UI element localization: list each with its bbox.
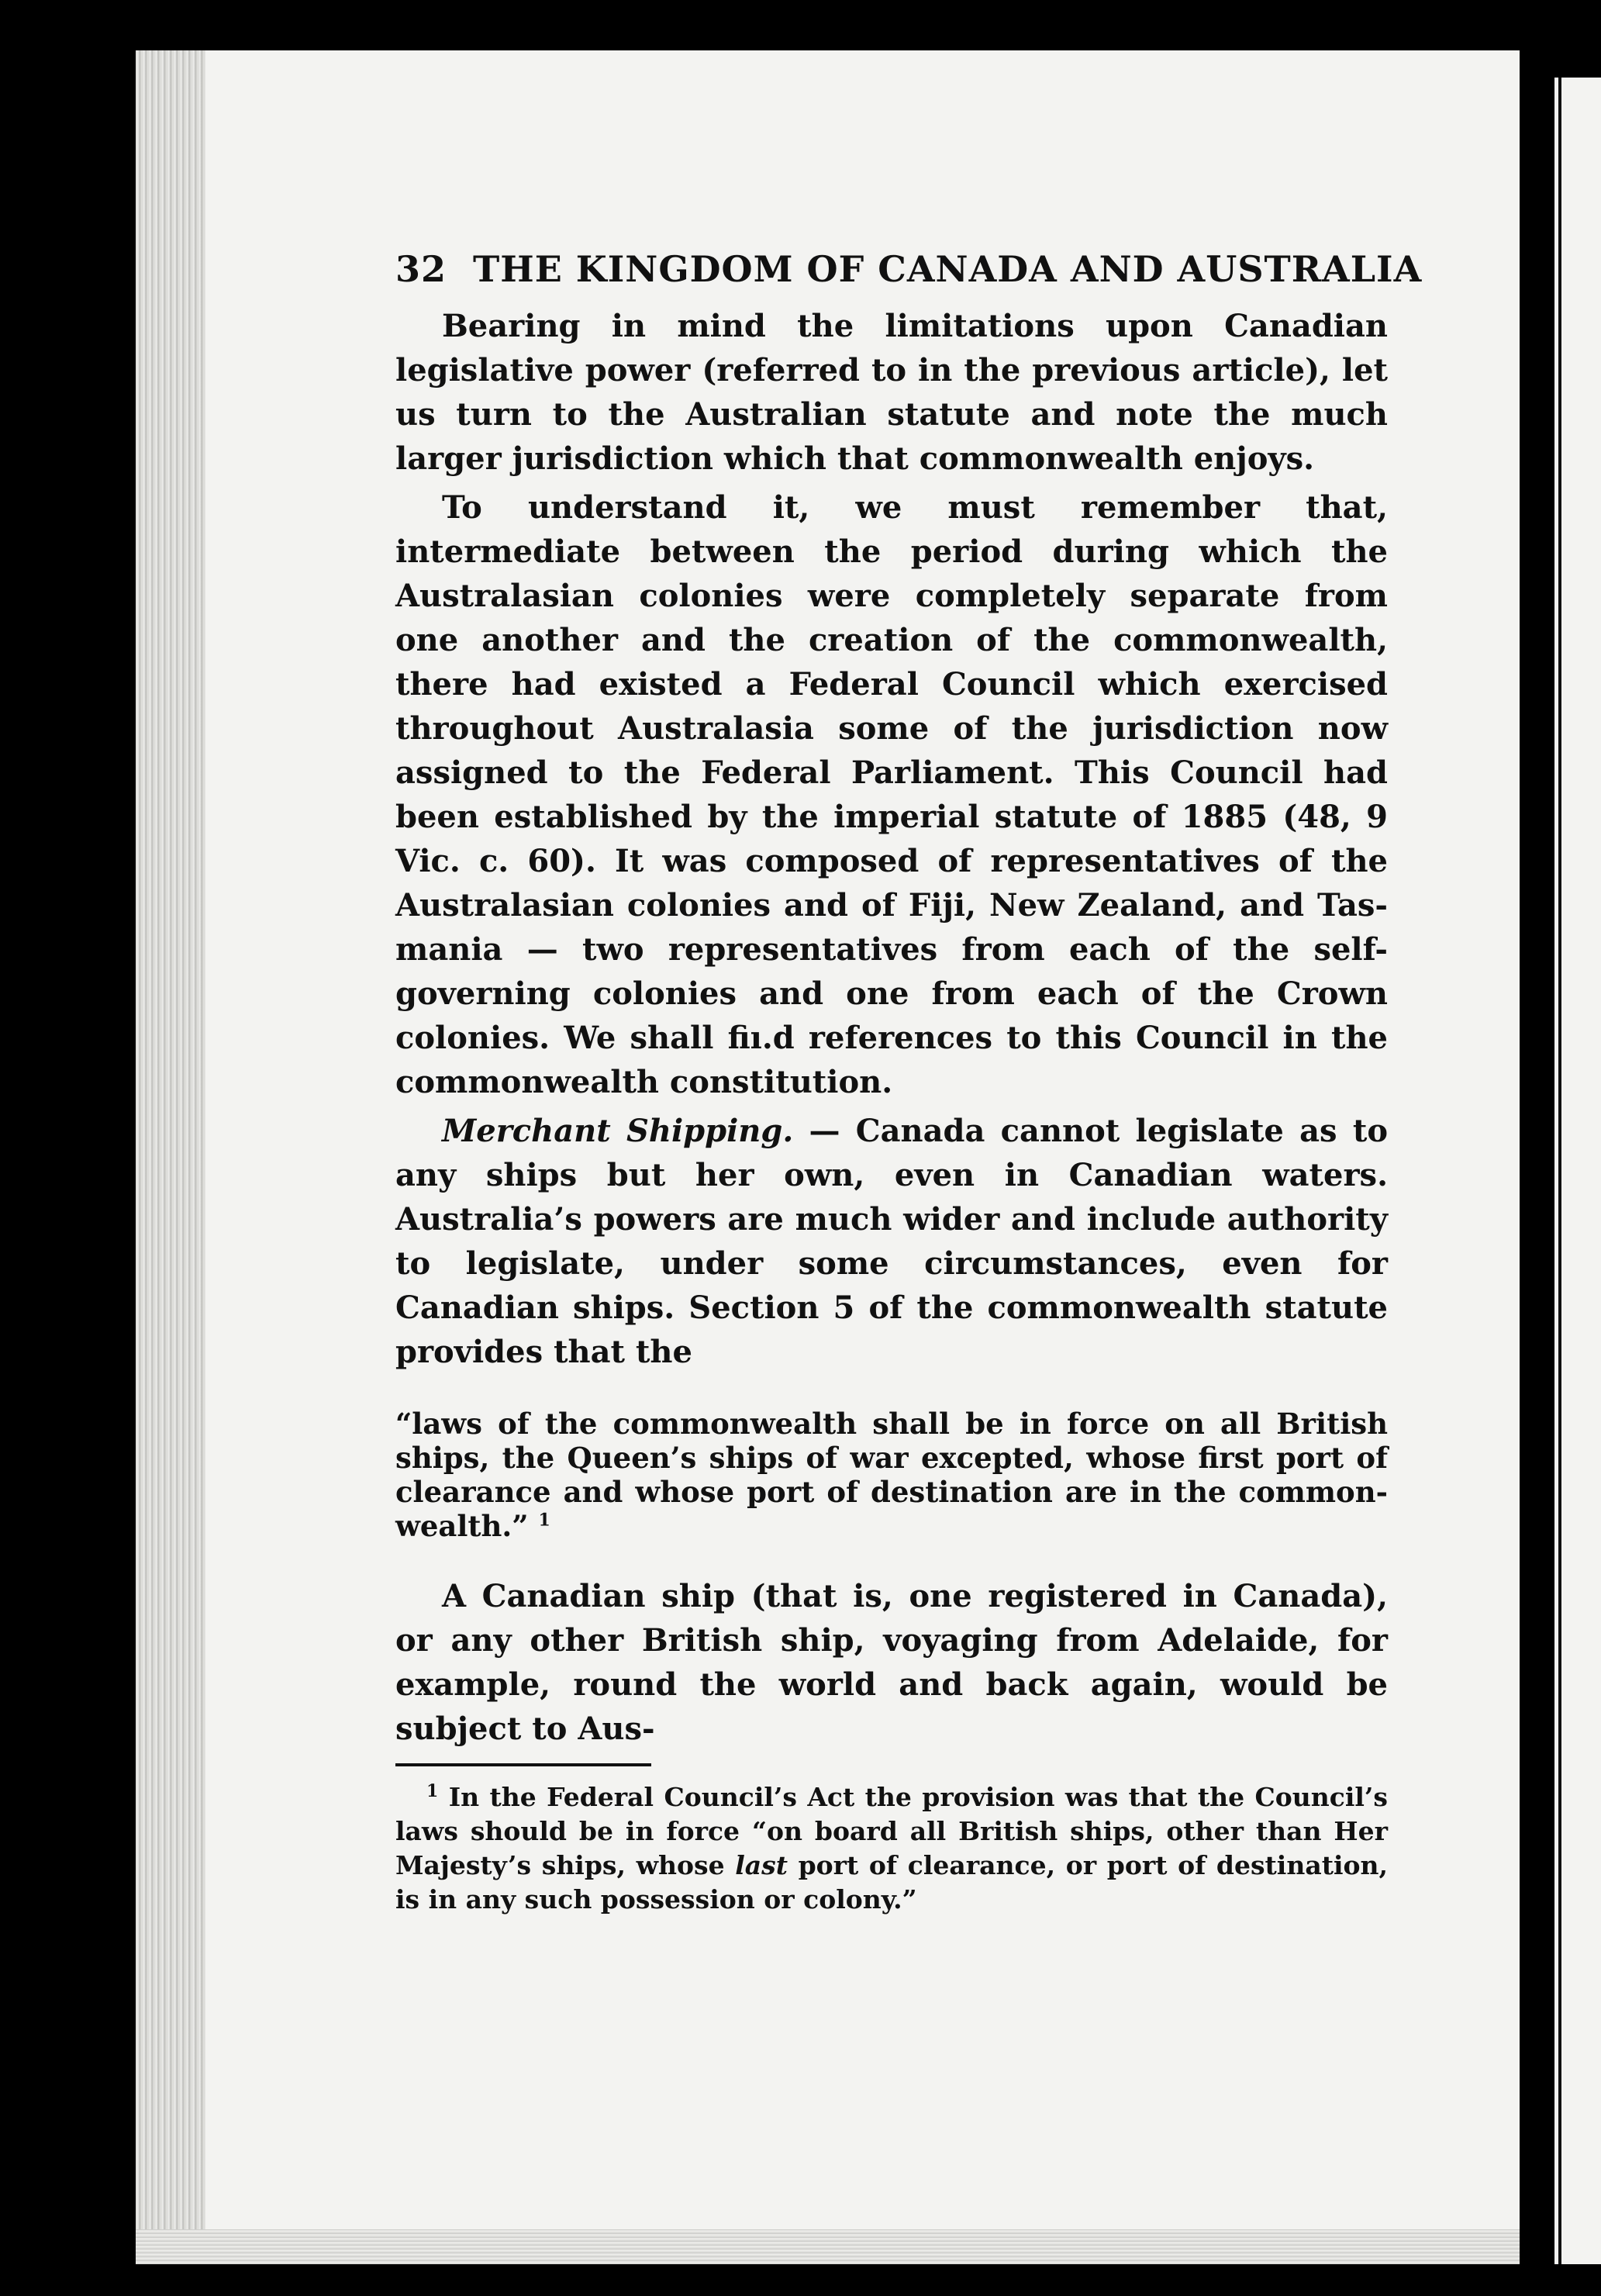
running-head — [395, 248, 1423, 290]
page-stack-edge — [136, 50, 205, 2264]
paragraph-3 — [395, 1109, 1388, 1374]
footnote-text-before: In the Federal Council’s Act the provision was that the Council’s laws should be in force “on board all British ships, other than Her Majesty’s ships, whose — [395, 1782, 1388, 1880]
paragraph-3-text: — Canada cannot legislate as to any ships but her own, even in Canadian waters. Australia’s powers are much wider and include authority to legislate, under some circumstances, even for Canadian ships. Section 5 of the commonwealth statute provides that the — [395, 1113, 1388, 1370]
footnote — [395, 1780, 1388, 1917]
running-title: THE KINGDOM OF CANADA AND AUSTRALIA — [473, 248, 1423, 290]
page-content — [395, 248, 1423, 1917]
paragraph-2: To understand it, we must remember that, intermediate between the period during which the Australasian colonies were completely separate from one another and the creation of the commonwealth, there had existed a Federal Council which exercised throughout Australasia some of the jurisdiction now assigned to the Federal Parliament. This Council had been established by the imperial statute of 1885 (48, 9 Vic. c. 60). It was composed of representatives of the Australasian colonies and of Fiji, New Zealand, and Tasmania — two representatives from each of the self-governing colonies and one from each of the Crown colonies. We shall fiı.d references to this Council in the commonwealth constitution. — [395, 489, 1388, 1100]
section-heading: Merchant Shipping. — [442, 1113, 794, 1149]
footnote-text-after: port of clearance, or port of destination, is in any such possession or colony.” — [395, 1850, 1388, 1914]
footnote-emphasis: last — [735, 1850, 788, 1880]
footnote-divider — [395, 1763, 651, 1766]
facing-page — [1554, 78, 1601, 2264]
facing-page-border — [1558, 78, 1561, 2264]
page-number: 32 — [395, 248, 447, 290]
footnote-reference[interactable]: 1 — [538, 1510, 550, 1531]
footnote-marker: 1 — [426, 1781, 439, 1801]
page-bottom-edge — [136, 2229, 1520, 2264]
block-quote — [395, 1407, 1388, 1543]
paragraph-4: A Canadian ship (that is, one registered in Canada), or any other British ship, voyaging from Adelaide, for example, round the world and back again, would be subject to Aus- — [395, 1578, 1388, 1747]
paragraph-1: Bearing in mind the limitations upon Canadian legislative power (referred to in the previous article), let us turn to the Australian statute and note the much larger jurisdiction which that commonwealth enjoys. — [395, 308, 1388, 477]
quote-text: “laws of the commonwealth shall be in force on all British ships, the Queen’s ships of war excepted, whose first port of clearance and whose port of destination are in the commonwealth.” — [395, 1407, 1388, 1543]
